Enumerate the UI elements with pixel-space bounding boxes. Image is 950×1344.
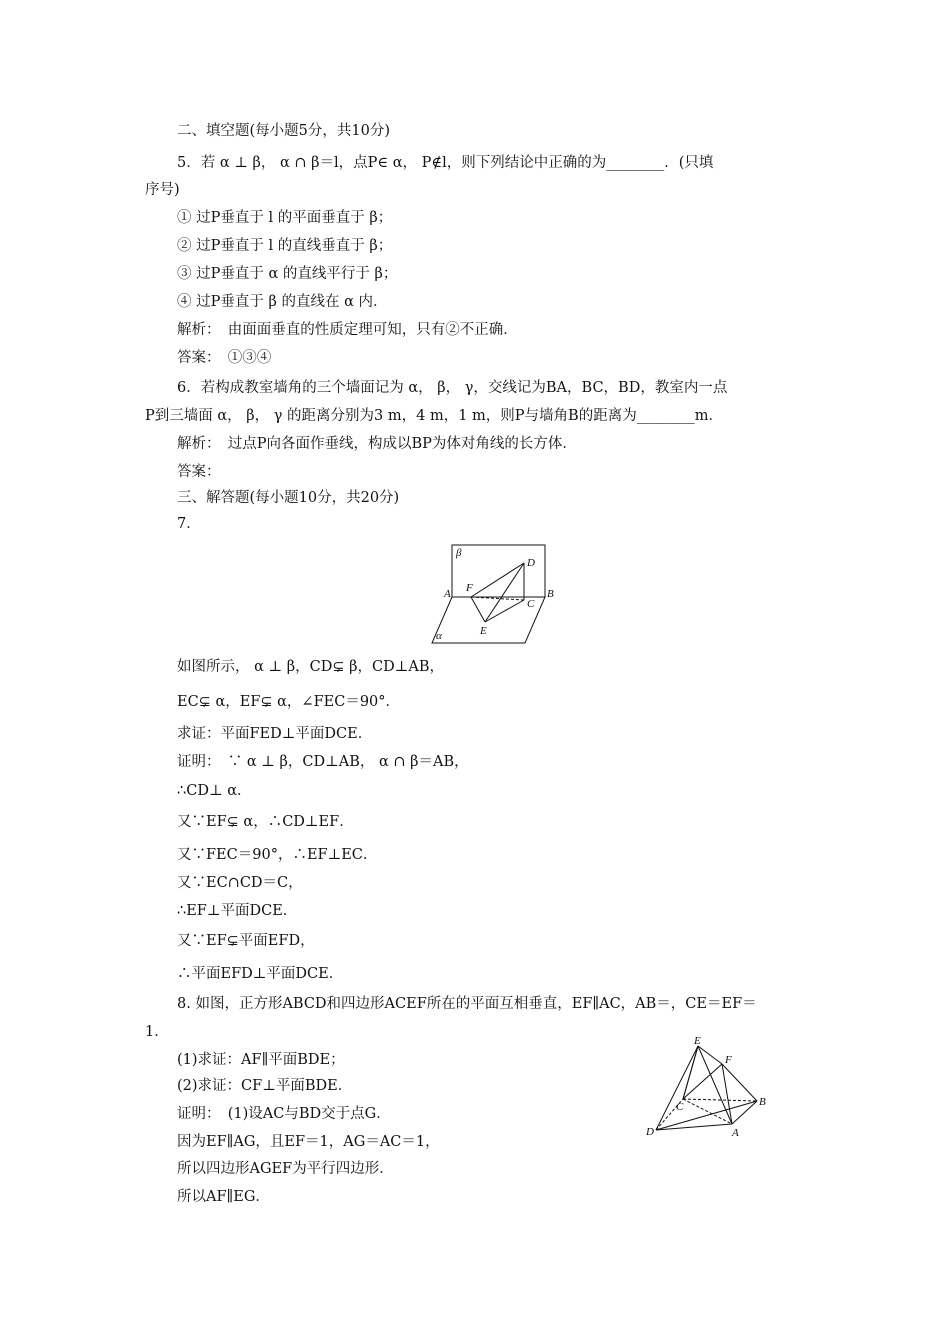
question-6-stem-cont: P到三墙面 α， β， γ 的距离分别为3 m，4 m，1 m，则P与墙角B的距离为________m． (145, 408, 723, 424)
question-5-option-2: ② 过P垂直于 l 的直线垂直于 β； (177, 238, 393, 254)
question-6-stem: 6．若构成教室墙角的三个墙面记为 α， β， γ，交线记为BA，BC，BD，教室内一点 (177, 380, 728, 396)
question-7-proof-8: ∴平面EFD⊥平面DCE． (177, 966, 344, 982)
label-F: F (725, 1054, 732, 1066)
question-5-stem: 5．若 α ⊥ β， α ∩ β＝l，点P∈ α， P∉l，则下列结论中正确的为________．(只填 (177, 155, 714, 171)
question-7-proof-2: ∴CD⊥ α． (177, 783, 252, 799)
question-7-given-1: 如图所示， α ⊥ β，CD⊊ β，CD⊥AB， (177, 659, 444, 675)
question-5-stem-cont: 序号) (145, 182, 180, 198)
question-7-proof-6: ∴EF⊥平面DCE． (177, 903, 298, 919)
question-7-given-2: EC⊊ α，EF⊊ α，∠FEC＝90°． (177, 694, 401, 710)
label-E: E (694, 1035, 701, 1047)
section-heading-fill-blank: 二、填空题(每小题5分，共10分) (177, 123, 390, 139)
question-6-analysis: 解析： 过点P向各面作垂线，构成以BP为体对角线的长方体． (177, 436, 577, 452)
question-7-proof-4: 又∵FEC＝90°，∴EF⊥EC． (177, 847, 378, 863)
question-8-stem: 8. 如图，正方形ABCD和四边形ACEF所在的平面互相垂直，EF∥AC，AB＝，CE＝EF＝ (177, 996, 757, 1012)
question-7-proof-7: 又∵EF⊊平面EFD， (177, 933, 315, 949)
question-7-proof-3: 又∵EF⊊ α，∴CD⊥EF． (177, 814, 354, 830)
label-C: C (676, 1101, 684, 1113)
question-8-part-1: (1)求证：AF∥平面BDE； (177, 1052, 345, 1068)
label-A: A (444, 588, 451, 600)
question-7-number: 7． (177, 516, 201, 532)
question-8-part-2: (2)求证：CF⊥平面BDE． (177, 1078, 353, 1094)
question-8-proof-4: 所以AF∥EG． (177, 1189, 270, 1205)
label-alpha: α (436, 630, 442, 642)
question-5-option-1: ① 过P垂直于 l 的平面垂直于 β； (177, 210, 393, 226)
label-D: D (646, 1126, 654, 1138)
section-heading-solutions: 三、解答题(每小题10分，共20分) (177, 490, 400, 506)
label-C: C (527, 598, 535, 610)
label-A: A (732, 1127, 739, 1139)
question-8-proof-3: 所以四边形AGEF为平行四边形． (177, 1161, 394, 1177)
question-8-proof-1: 证明： (1)设AC与BD交于点G． (177, 1106, 391, 1122)
question-6-answer: 答案： (177, 464, 221, 480)
label-beta: β (456, 547, 462, 559)
question-5-option-3: ③ 过P垂直于 α 的直线平行于 β； (177, 266, 398, 282)
label-D: D (527, 557, 535, 569)
label-B: B (547, 588, 554, 600)
question-7-prove: 求证：平面FED⊥平面DCE． (177, 726, 373, 742)
question-8-proof-2: 因为EF∥AG，且EF＝1，AG＝AC＝1， (177, 1134, 440, 1150)
question-8-figure (640, 1034, 770, 1142)
question-8-stem-cont: 1． (145, 1024, 169, 1040)
question-5-option-4: ④ 过P垂直于 β 的直线在 α 内． (177, 294, 388, 310)
label-F: F (466, 582, 473, 594)
label-B: B (759, 1096, 766, 1108)
question-5-answer: 答案： ①③④ (177, 350, 272, 366)
label-E: E (480, 625, 487, 637)
question-7-proof-1: 证明： ∵ α ⊥ β，CD⊥AB， α ∩ β＝AB， (177, 754, 469, 770)
question-5-analysis: 解析： 由面面垂直的性质定理可知，只有②不正确． (177, 322, 518, 338)
question-7-figure (428, 542, 558, 646)
question-7-proof-5: 又∵EC∩CD＝C， (177, 875, 303, 891)
